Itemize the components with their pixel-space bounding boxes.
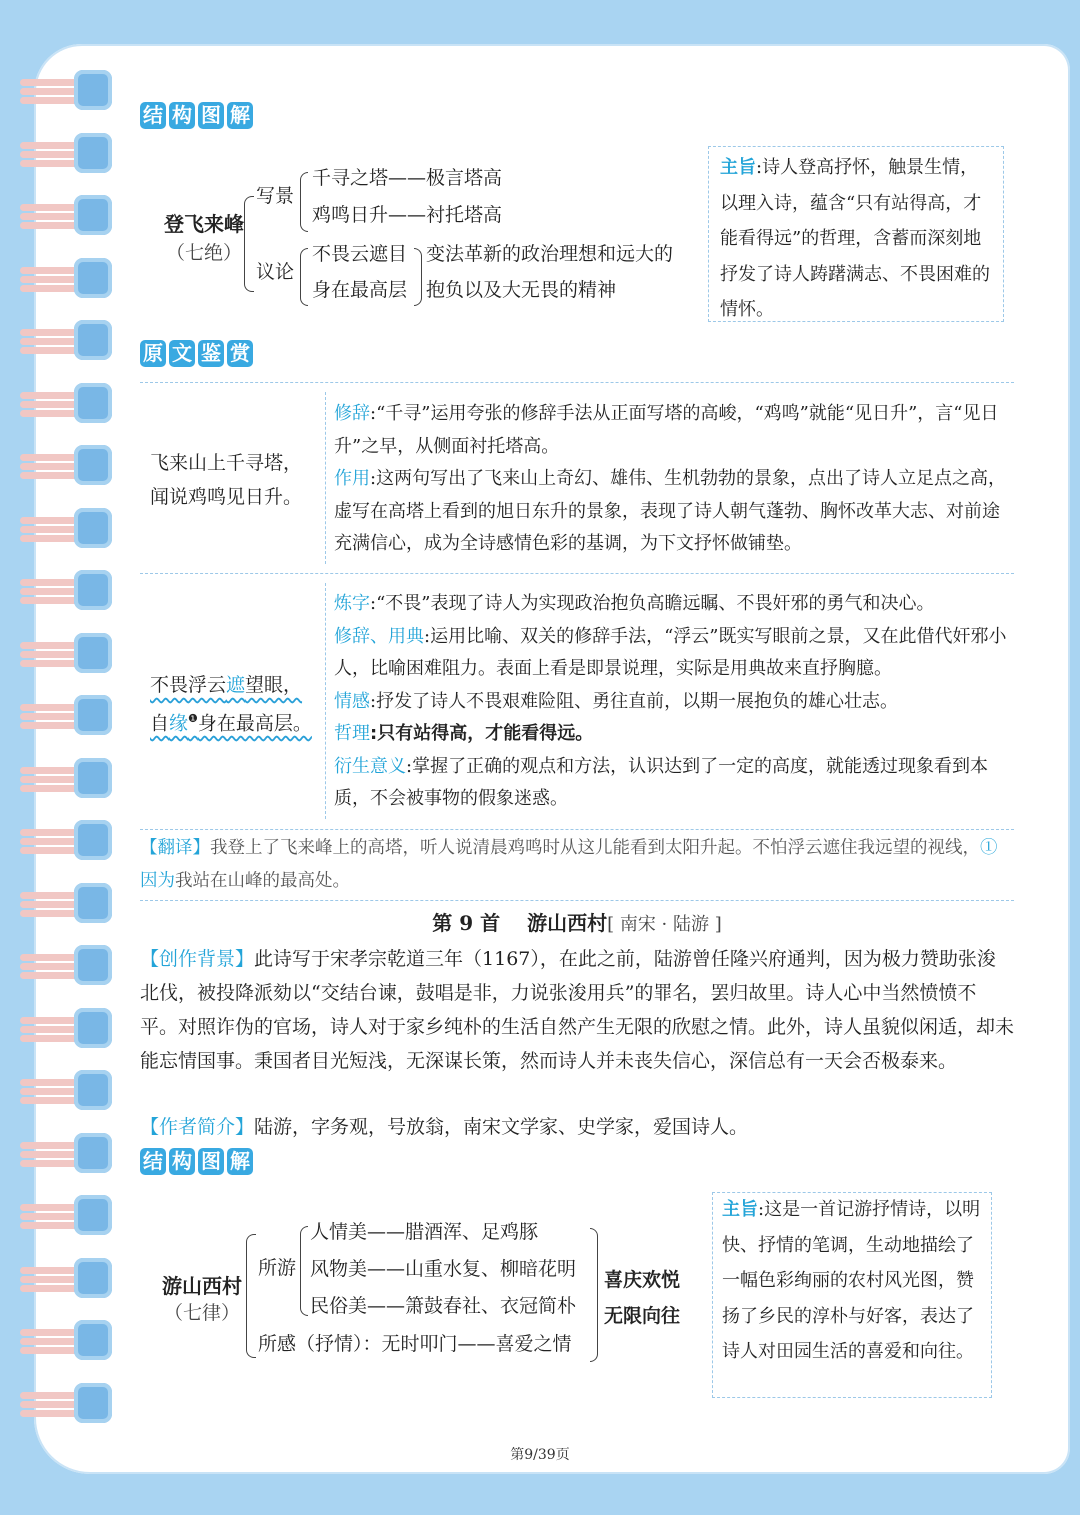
- diagram-result: 无限向往: [604, 1305, 681, 1327]
- poem-form: （七绝）: [165, 242, 242, 264]
- title-char: 结: [140, 1148, 166, 1175]
- verse-lines: [150, 668, 326, 740]
- background-label: 【创作背景】: [140, 948, 255, 970]
- divider: [140, 573, 1014, 574]
- verse-keyword: 缘: [169, 712, 189, 735]
- spiral-ring: [20, 133, 112, 173]
- branch-label: 所游: [258, 1257, 297, 1279]
- spiral-ring: [20, 1195, 112, 1235]
- spiral-ring: [20, 570, 112, 610]
- note-label: 衍生意义: [334, 755, 406, 777]
- note-text: :只有站得高，才能看得远。: [370, 723, 594, 744]
- spiral-binding: [20, 70, 120, 1460]
- verse-part: 不畏浮云: [150, 674, 227, 696]
- spiral-ring: [20, 258, 112, 298]
- note-label: 情感: [334, 690, 370, 712]
- spiral-ring: [20, 695, 112, 735]
- section-title-structure: [140, 1148, 253, 1175]
- diagram-item: 千寻之塔——极言塔高: [312, 167, 503, 189]
- verse-part: 身在最高层。: [197, 712, 312, 735]
- translation-text: 我登上了飞来峰上的高塔，听人说清晨鸡鸣时从这儿能看到太阳升起。不怕浮云遮住我远望的视线，: [210, 838, 980, 858]
- spiral-ring: [20, 1383, 112, 1423]
- diagram-item: 民俗美——箫鼓春社、衣冠简朴: [310, 1295, 577, 1317]
- note-label: 修辞、用典: [334, 625, 424, 647]
- title-char: 图: [198, 102, 224, 129]
- spiral-ring: [20, 1258, 112, 1298]
- note-text: :“不畏”表现了诗人为实现政治抱负高瞻远瞩、不畏奸邪的勇气和决心。: [370, 593, 935, 614]
- note-emotion: [334, 686, 1010, 719]
- note-label: 炼字: [334, 593, 370, 614]
- poem-form: （七律）: [163, 1302, 240, 1324]
- title-char: 图: [198, 1148, 224, 1175]
- branch-label: 所感（抒情）：无时叩门——喜爱之情: [258, 1333, 572, 1355]
- notes: [334, 588, 1010, 816]
- spiral-ring: [20, 383, 112, 423]
- diagram-result: 抱负以及大无畏的精神: [426, 279, 617, 301]
- spiral-ring: [20, 633, 112, 673]
- section-title-appreciation: [140, 340, 253, 367]
- brace: [414, 248, 422, 306]
- spiral-ring: [20, 945, 112, 985]
- verse-line: [150, 668, 326, 702]
- spiral-ring: [20, 1320, 112, 1360]
- verse-part: 自: [150, 712, 170, 735]
- theme-body: :诗人登高抒怀，触景生情，以理入诗，蕴含“只有站得高，才能看得远”的哲理，含蓄而深刻地抒发了诗人踌躇满志、不畏困难的情怀。: [720, 157, 990, 320]
- verse-keyword: 遮: [226, 674, 246, 696]
- verse-line: [150, 702, 326, 740]
- branch-label: 写景: [256, 185, 295, 207]
- spiral-ring: [20, 1008, 112, 1048]
- title-char: 鉴: [198, 340, 224, 367]
- spiral-ring: [20, 70, 112, 110]
- diagram-result: 变法革新的政治理想和远大的: [426, 243, 674, 265]
- spiral-ring: [20, 195, 112, 235]
- verse-line: 飞来山上千寻塔，: [150, 452, 303, 474]
- divider: [140, 829, 1014, 830]
- note-label: 作用: [334, 468, 370, 489]
- note-text: :掌握了正确的观点和方法，认识达到了一定的高度，就能透过现象看到本质，不会被事物的假象迷惑。: [334, 755, 989, 809]
- notes: [334, 398, 1010, 561]
- poem-title: 游山西村: [162, 1274, 242, 1298]
- note-derived: [334, 751, 1010, 816]
- brace: [300, 172, 308, 232]
- note-text: :这两句写出了飞来山上奇幻、雄伟、生机勃勃的景象，点出了诗人立足点之高，虚写在高塔上看到的旭日东升的景象，表现了诗人朝气蓬勃、胸怀改革大志、对前途充满信心，成为全诗感情色彩的基调，为下文抒怀做铺垫。: [334, 468, 1007, 554]
- title-char: 赏: [227, 340, 253, 367]
- diagram-item: 不畏云遮目: [312, 243, 408, 265]
- theme-text: [722, 1192, 984, 1370]
- title-char: 原: [140, 340, 166, 367]
- poem-heading-title: 第 9 首 游山西村: [432, 911, 608, 935]
- verse-lines: [150, 446, 320, 514]
- poem-source: [ 南宋 · 陆游 ]: [607, 914, 722, 935]
- spiral-ring: [20, 320, 112, 360]
- title-char: 解: [227, 1148, 253, 1175]
- spiral-ring: [20, 1133, 112, 1173]
- spiral-ring: [20, 820, 112, 860]
- theme-text: [720, 150, 996, 328]
- note-text: :抒发了诗人不畏艰难险阻、勇往直前，以期一展抱负的雄心壮志。: [370, 690, 899, 712]
- author-label: 【作者简介】: [140, 1116, 255, 1138]
- note-word: [334, 588, 1010, 621]
- diagram-result: 喜庆欢悦: [604, 1269, 681, 1291]
- diagram-item: 人情美——腊酒浑、足鸡豚: [310, 1221, 539, 1243]
- spiral-ring: [20, 883, 112, 923]
- brace: [244, 196, 254, 292]
- poem-heading: [140, 906, 1014, 942]
- spiral-ring: [20, 508, 112, 548]
- note-text: :运用比喻、双关的修辞手法，“浮云”既实写眼前之景，又在此借代奸邪小人，比喻困难阻力。表面上看是即景说理，实际是用典故来直抒胸臆。: [334, 625, 1007, 679]
- divider: [325, 583, 326, 819]
- title-char: 结: [140, 102, 166, 129]
- diagram-item: 身在最高层: [312, 279, 408, 301]
- poem-title: 登飞来峰: [164, 212, 244, 236]
- brace: [590, 1228, 598, 1362]
- note-label: 修辞: [334, 403, 370, 424]
- title-char: 解: [227, 102, 253, 129]
- page-number: 第9/39页: [510, 1447, 570, 1463]
- title-char: 构: [169, 1148, 195, 1175]
- theme-body: :这是一首记游抒情诗，以明快、抒情的笔调，生动地描绘了一幅色彩绚丽的农村风光图，赞扬了乡民的淳朴与好客，表达了诗人对田园生活的喜爱和向往。: [722, 1199, 981, 1362]
- spiral-ring: [20, 758, 112, 798]
- note-function: [334, 463, 1010, 561]
- theme-label: 主旨: [722, 1199, 758, 1220]
- note-label: 哲理: [334, 723, 370, 744]
- author-text: 陆游，字务观，号放翁，南宋文学家、史学家，爱国诗人。: [254, 1116, 749, 1138]
- divider: [325, 392, 326, 564]
- title-char: 构: [169, 102, 195, 129]
- background-text: 此诗写于宋孝宗乾道三年（1167），在此之前，陆游曾任隆兴府通判，因为极力赞助张浚北伐，被投降派劾以“交结台谏，鼓唱是非，力说张浚用兵”的罪名，罢归故里。诗人心中当然愤愤不平。对照诈伪的官场，诗人对于家乡纯朴的生活自然产生无限的欣慰之情。此外，诗人虽貌似闲适，却未能忘情国事。秉国者目光短浅，无深谋长策，然而诗人并未丧失信心，深信总有一天会否极泰来。: [140, 948, 1015, 1072]
- background-paragraph: [140, 942, 1014, 1078]
- translation-note: ①因为: [140, 838, 998, 891]
- footnote-marker: ❶: [188, 712, 198, 725]
- divider: [140, 900, 1014, 901]
- divider: [140, 382, 1014, 383]
- brace: [246, 1234, 256, 1358]
- brace: [300, 1226, 308, 1316]
- section-title-structure: [140, 102, 253, 129]
- branch-label: 议论: [256, 261, 295, 283]
- verse-line: 闻说鸡鸣见日升。: [150, 486, 303, 508]
- author-paragraph: [140, 1110, 1014, 1144]
- brace: [300, 248, 308, 306]
- title-char: 文: [169, 340, 195, 367]
- diagram-item: 鸡鸣日升——衬托塔高: [312, 204, 503, 226]
- translation-label: 【翻译】: [140, 838, 210, 858]
- note-rhetoric: [334, 398, 1010, 463]
- spiral-ring: [20, 445, 112, 485]
- note-text: :“千寻”运用夸张的修辞手法从正面写塔的高峻，“鸡鸣”就能“见日升”，言“见日升”之早，从侧面衬托塔高。: [334, 403, 999, 457]
- diagram-item: 风物美——山重水复、柳暗花明: [310, 1258, 577, 1280]
- note-rhetoric: [334, 621, 1010, 686]
- note-philosophy: [334, 718, 1010, 751]
- spiral-ring: [20, 1070, 112, 1110]
- translation-text: 我站在山峰的最高处。: [175, 871, 350, 891]
- translation: [140, 832, 1012, 898]
- verse-part: 望眼，: [245, 674, 303, 696]
- theme-label: 主旨: [720, 157, 756, 178]
